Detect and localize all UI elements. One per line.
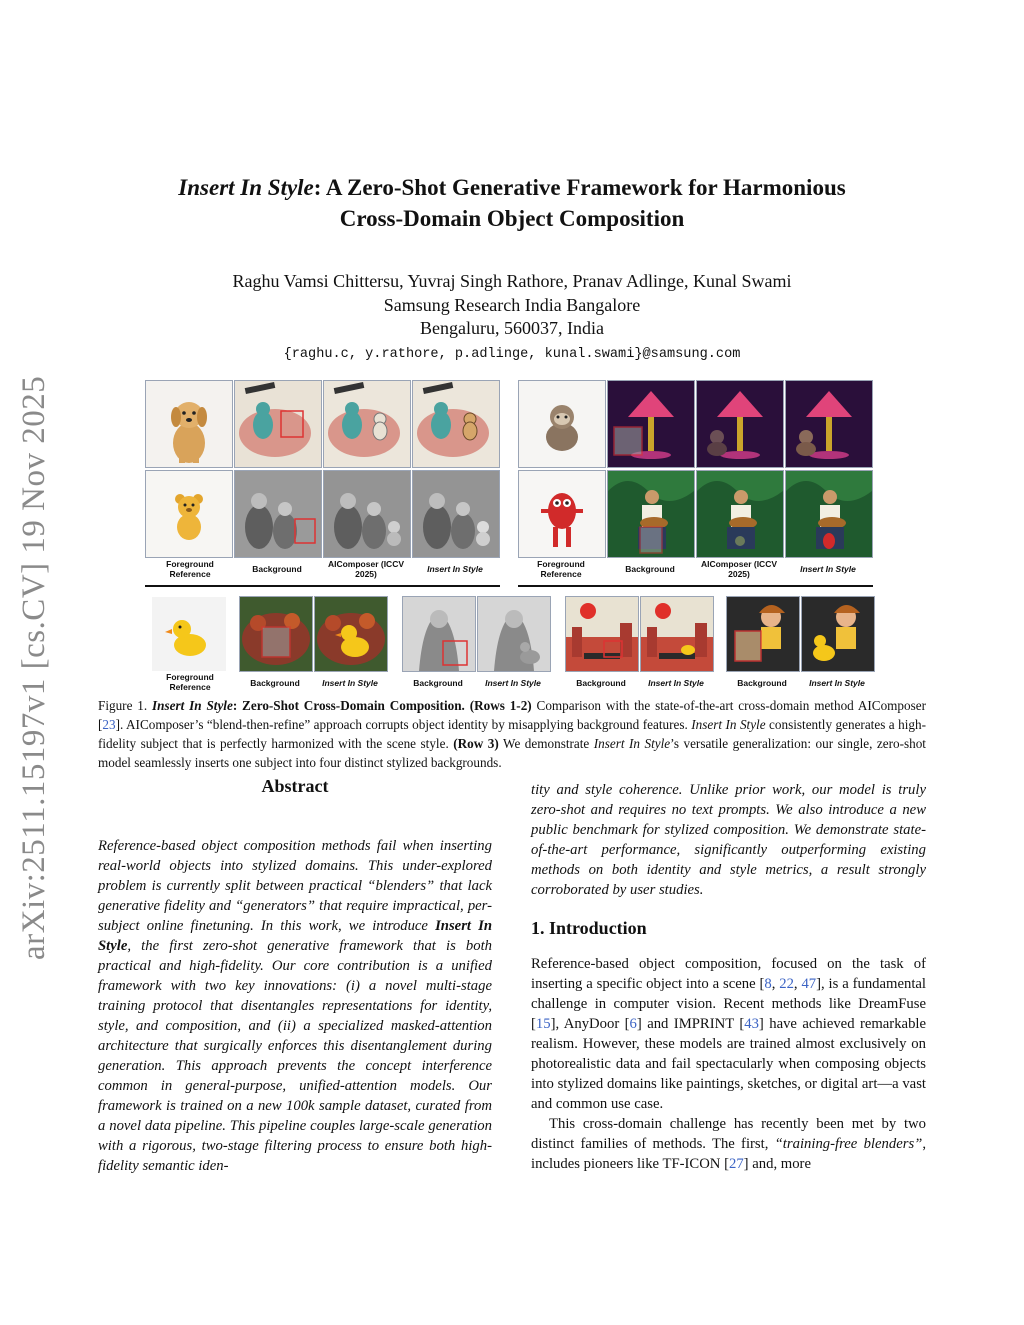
ours-jungle-image [785, 470, 873, 558]
abstract-part1: Reference-based object composition methods fail when inserting real-world objects into stylized domains. This under-explored problem is currently split between practical “blenders” that lack generative fidelity and “generators” that require impractical, per-subject online finetuning. In this work, we introduce [98, 838, 492, 934]
author-list: Raghu Vamsi Chittersu, Yuvraj Singh Rathore, Pranav Adlinge, Kunal Swami [232, 271, 792, 291]
paper-title [100, 172, 924, 234]
label-ours-row3-4: Insert In Style [809, 678, 865, 688]
label-ours-row3-1: Insert In Style [322, 678, 378, 688]
caption-name-2: Insert In Style [691, 717, 766, 732]
ours-cartoon-girl-image [801, 596, 875, 672]
affiliation: Samsung Research India Bangalore [383, 294, 641, 315]
citation-link[interactable]: 47 [801, 976, 817, 992]
citation-link[interactable]: 8 [764, 976, 772, 992]
citation-link[interactable]: 6 [629, 1016, 637, 1032]
bg-jungle-image [607, 470, 695, 558]
ours-engraving-image [412, 470, 500, 558]
caption-name: Insert In Style [152, 698, 233, 713]
title-name: Insert In Style [178, 175, 314, 200]
figure-rule-right [518, 585, 873, 587]
label-aicomposer-right: AIComposer (ICCV 2025) [700, 559, 778, 579]
abstract-method-name: Insert In Style [98, 918, 492, 954]
intro-heading: 1. Introduction [531, 918, 647, 938]
label-background-left: Background [252, 564, 302, 574]
intro-text: , includes pioneers like TF-ICON [ [531, 1136, 926, 1172]
caption-title: : Zero-Shot Cross-Domain Composition. [232, 698, 465, 713]
ours-balloon-city-image [640, 596, 714, 672]
aicomposer-neon-lamp-image [696, 380, 784, 468]
caption-rows12: (Rows 1-2) [469, 698, 532, 713]
bg-neon-lamp-image [607, 380, 695, 468]
intro-text: ] and, more [743, 1156, 811, 1172]
ours-neon-lamp-image [785, 380, 873, 468]
label-background-row3-4: Background [737, 678, 787, 688]
label-ours-left: Insert In Style [427, 564, 483, 574]
ours-old-man-image [477, 596, 551, 672]
bg-old-man-image [402, 596, 476, 672]
label-ours-right: Insert In Style [800, 564, 856, 574]
figure-1 [145, 380, 879, 692]
intro-text: This cross-domain challenge has recently been met by two distinct families of methods. The first, [531, 1116, 926, 1152]
label-foreground-left: Foreground Reference [166, 559, 214, 579]
label-foreground-right: Foreground Reference [537, 559, 585, 579]
author-block [100, 270, 924, 366]
bg-cartoon-girl-image [726, 596, 800, 672]
label-background-right: Background [625, 564, 675, 574]
intro-text: ], is a fundamental challenge in computer vision. Recent methods like DreamFuse [ [531, 976, 926, 1032]
intro-body [531, 954, 926, 1174]
fg-puppy-image [145, 380, 233, 468]
citation-link[interactable]: 43 [744, 1016, 759, 1032]
label-ours-row3-3: Insert In Style [648, 678, 704, 688]
caption-t2: ]. AIComposer’s “blend-then-refine” approach corrupts object identity by misapplying background features. [115, 717, 692, 732]
caption-t5: ’s versatile generalization: our single, zero-shot model seamlessly inserts one subject into four distinct stylized backgrounds. [98, 736, 926, 770]
caption-row3: (Row 3) [453, 736, 499, 751]
abstract-part2: , the first zero-shot generative framework that is both practical and high-fidelity. Our core contribution is a unified framework with two key innovations: (i) a novel multi-stage training protocol that disentangles representations for identity, style, and composition, and (ii) a specialized masked-attention architecture that surgically enforces this disentanglement during generation. This approach prevents the concept interference common in general-purpose, unified-attention models. Our framework is trained on a new 100k sample dataset, curated from a novel data pipeline. This pipeline couples large-scale generation with a rigorous, two-stage filtering process to ensure both high-fidelity semantic iden- [98, 938, 492, 1174]
address: Bengaluru, 560037, India [420, 318, 604, 338]
caption-t3: consistently generates a high-fidelity subject that is perfectly harmonized with the scene style. [98, 717, 926, 751]
label-background-row3-2: Background [413, 678, 463, 688]
fg-teddy-image [145, 470, 233, 558]
intro-text: ], AnyDoor [ [550, 1016, 630, 1032]
intro-text: Reference-based object composition, focused on the task of inserting a specific object into a scene [ [531, 956, 926, 992]
citation-link[interactable]: 15 [535, 1016, 551, 1032]
citation-link[interactable]: 23 [102, 717, 116, 732]
abstract-heading: Abstract [261, 776, 329, 796]
bg-engraving-image [234, 470, 322, 558]
label-background-row3-3: Background [576, 678, 626, 688]
abstract-body [98, 836, 492, 1176]
figure-rule-left [145, 585, 500, 587]
caption-t4: We demonstrate [498, 736, 594, 751]
intro-italic: “training-free blenders” [774, 1136, 923, 1152]
caption-t1: Comparison with the state-of-the-art cross-domain method AIComposer [ [98, 698, 926, 732]
intro-text: ] and IMPRINT [ [636, 1016, 745, 1032]
arxiv-identifier: arXiv:2511.15197v1 [cs.CV] 19 Nov 2025 [16, 375, 52, 960]
aicomposer-jungle-image [696, 470, 784, 558]
intro-paragraph-2 [531, 1114, 926, 1174]
bg-fruit-image [239, 596, 313, 672]
fg-sloth-image [518, 380, 606, 468]
bg-balloon-city-image [565, 596, 639, 672]
label-ours-row3-2: Insert In Style [485, 678, 541, 688]
abstract-continuation: tity and style coherence. Unlike prior work, our model is truly zero-shot and requires no text prompts. We also introduce a new public benchmark for stylized composition. We demonstrate state-of-the-art performance, significantly outperforming existing methods on both identity and style metrics, a result strongly corroborated by user studies. [531, 782, 926, 898]
fg-duck-image [151, 596, 227, 672]
intro-paragraph-1: Reference-based object composition, focused on the task of inserting a specific object into a scene [8, 22, 47], is a fundamental challenge in computer vision. Recent methods like DreamFuse [15], AnyDoor [6] and IMPRINT [43] have achieved remarkable realism. However, these models are trained almost exclusively on photorealistic data and fail spectacularly when composing objects into stylized domains like paintings, sketches, or digital art—a vast and common use case. [531, 956, 927, 1112]
title-line2: Cross-Domain Object Composition [339, 206, 685, 231]
title-line1: : A Zero-Shot Generative Framework for Harmonious [313, 175, 846, 200]
aicomposer-sketch-image [323, 380, 411, 468]
figure-caption [98, 696, 926, 772]
label-foreground-row3: Foreground Reference [166, 672, 214, 692]
label-aicomposer-left: AIComposer (ICCV 2025) [327, 559, 405, 579]
aicomposer-engraving-image [323, 470, 411, 558]
ours-sketch-image [412, 380, 500, 468]
ours-fruit-image [314, 596, 388, 672]
citation-link[interactable]: 22 [779, 976, 794, 992]
citation-link[interactable]: 27 [728, 1156, 744, 1172]
caption-lead: Figure 1. [98, 698, 148, 713]
intro-text: ] have achieved remarkable realism. However, these models are trained almost exclusively on photorealistic data and fail spectacularly when composing objects into stylized domains like paintings, sketches, or digital art—a vast and common use case. [531, 1016, 927, 1112]
fg-red-monster-image [518, 470, 606, 558]
caption-name-3: Insert In Style [593, 736, 671, 751]
bg-sketch-image [234, 380, 322, 468]
label-background-row3-1: Background [250, 678, 300, 688]
author-emails: {raghu.c, y.rathore, p.adlinge, kunal.swami}@samsung.com [283, 346, 741, 362]
